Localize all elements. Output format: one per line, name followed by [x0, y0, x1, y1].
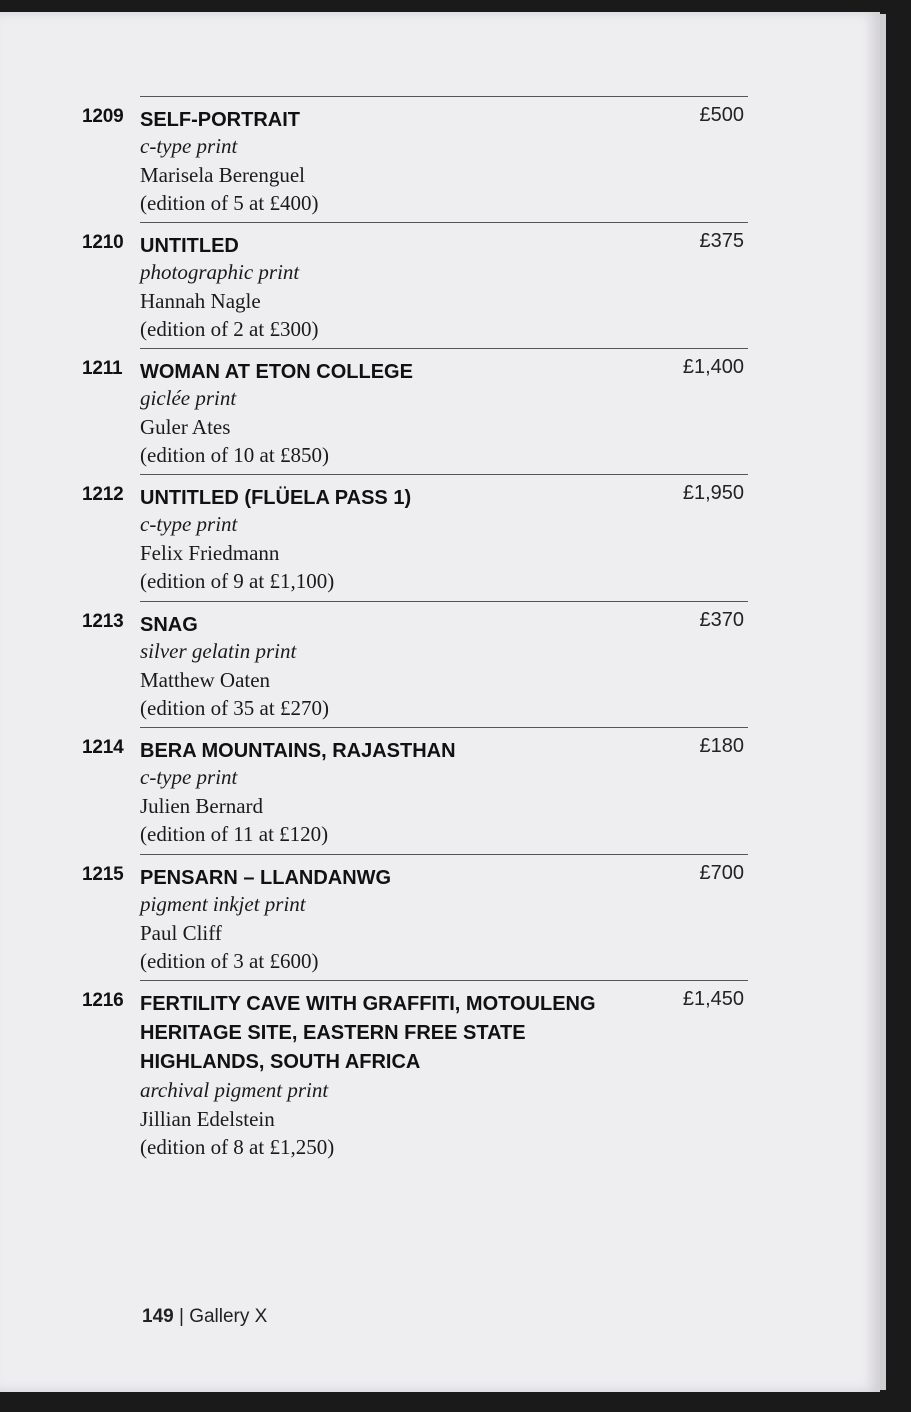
lot-details — [140, 384, 610, 470]
lot-number: 1216 — [82, 990, 124, 1011]
lot-artist: Julien Bernard — [140, 793, 264, 818]
lot-title: PENSARN – LLANDANWG — [140, 867, 392, 889]
lot-price: £1,450 — [682, 988, 744, 1010]
lot-price: £370 — [699, 609, 744, 631]
lot-title: SELF-PORTRAIT — [140, 109, 300, 131]
lot-edition: (edition of 35 at £270) — [140, 696, 329, 720]
lot-medium: c-type print — [140, 134, 238, 158]
lot-number: 1209 — [82, 106, 124, 127]
lot-price: £1,950 — [682, 482, 744, 504]
section-name: Gallery X — [189, 1306, 268, 1327]
lot-artist: Felix Friedmann — [140, 540, 280, 565]
lot-details — [140, 763, 610, 849]
footer-separator: | — [173, 1306, 190, 1327]
lot-medium: giclée print — [140, 386, 237, 410]
lot-details — [140, 890, 610, 976]
lot-medium: c-type print — [140, 765, 238, 789]
lot-price: £700 — [699, 862, 744, 884]
lot-details — [140, 510, 610, 596]
lot-title: UNTITLED (FLÜELA PASS 1) — [140, 487, 412, 509]
lot-edition: (edition of 9 at £1,100) — [140, 569, 335, 593]
lot-edition: (edition of 3 at £600) — [140, 949, 319, 973]
lot-number: 1212 — [82, 484, 124, 505]
lot-price: £180 — [699, 735, 744, 757]
page-edge — [880, 14, 886, 1390]
lot-artist: Paul Cliff — [140, 920, 222, 945]
lot-number: 1215 — [82, 864, 124, 885]
lot-title: WOMAN AT ETON COLLEGE — [140, 361, 413, 383]
lot-edition: (edition of 2 at £300) — [140, 317, 319, 341]
divider — [140, 980, 748, 981]
divider — [140, 854, 748, 855]
lot-edition: (edition of 5 at £400) — [140, 191, 319, 215]
lot-artist: Marisela Berenguel — [140, 162, 306, 187]
lot-number: 1214 — [82, 737, 124, 758]
lot-details — [140, 132, 610, 218]
lot-artist: Guler Ates — [140, 414, 231, 439]
lot-medium: silver gelatin print — [140, 639, 297, 663]
lot-title: UNTITLED — [140, 235, 239, 257]
lot-details — [140, 258, 610, 344]
lot-price: £375 — [699, 230, 744, 252]
lot-artist: Matthew Oaten — [140, 667, 271, 692]
divider — [140, 474, 748, 475]
lot-medium: c-type print — [140, 512, 238, 536]
divider — [140, 222, 748, 223]
divider — [140, 348, 748, 349]
lot-number: 1213 — [82, 611, 124, 632]
lot-price: £1,400 — [682, 356, 744, 378]
page-number: 149 — [142, 1306, 174, 1327]
lot-medium: archival pigment print — [140, 1078, 329, 1102]
lot-artist: Jillian Edelstein — [140, 1106, 275, 1131]
lot-price: £500 — [699, 104, 744, 126]
lot-title: FERTILITY CAVE WITH GRAFFITI, MOTOULENG HERITAGE SITE, EASTERN FREE STATE HIGHLANDS, SOUTH AFRICA — [140, 993, 596, 1073]
lot-number: 1211 — [82, 358, 123, 379]
divider — [140, 96, 748, 97]
lot-edition: (edition of 11 at £120) — [140, 822, 329, 846]
lot-title: BERA MOUNTAINS, RAJASTHAN — [140, 740, 456, 762]
lot-details — [140, 1076, 610, 1162]
lot-edition: (edition of 10 at £850) — [140, 443, 329, 467]
lot-edition: (edition of 8 at £1,250) — [140, 1135, 335, 1159]
lot-number: 1210 — [82, 232, 124, 253]
lot-title: SNAG — [140, 614, 198, 636]
divider — [140, 727, 748, 728]
lot-medium: pigment inkjet print — [140, 892, 306, 916]
lot-details — [140, 637, 610, 723]
divider — [140, 601, 748, 602]
lot-artist: Hannah Nagle — [140, 288, 261, 313]
page-footer — [142, 1306, 267, 1328]
lot-medium: photographic print — [140, 260, 300, 284]
